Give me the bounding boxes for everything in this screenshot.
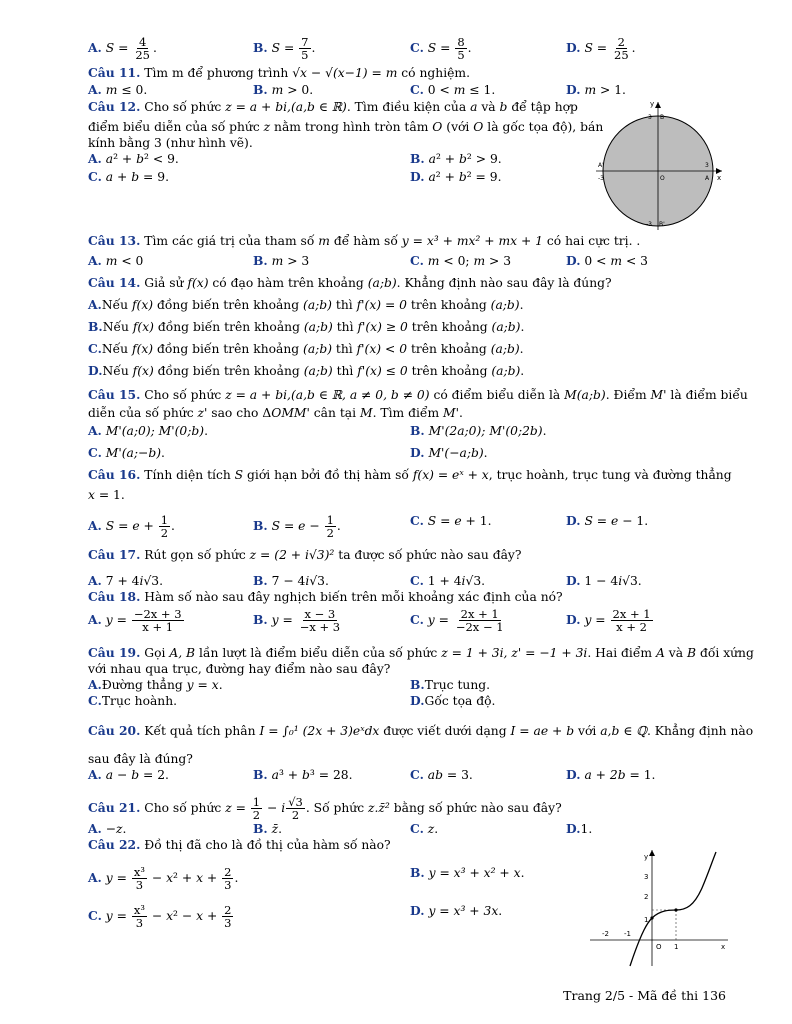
q13-option-b: B. m > 3: [253, 253, 310, 268]
question-11: Câu 11. Tìm m để phương trình √x − √(x−1) = m có nghiệm.: [88, 65, 470, 80]
q16-option-a: A. S = e + $\frac{1}{2}$ .: [88, 513, 175, 540]
question-16-line1: Câu 16. Tính diện tích S giới hạn bởi đồ thị hàm số f(x) = eˣ + x, trục hoành, trục tung và đường thẳng: [88, 467, 732, 482]
circle-label-3-top: 3: [648, 114, 652, 121]
cubic-label-O: O: [656, 943, 662, 951]
circle-label-x: x: [717, 174, 722, 182]
circle-figure: [596, 98, 726, 230]
circle-label-neg3-left: -3: [598, 175, 604, 182]
cubic-label-1: 1: [644, 916, 649, 924]
question-13: Câu 13. Tìm các giá trị của tham số m để hàm số y = x³ + mx² + mx + 1 có hai cực trị. .: [88, 233, 641, 248]
q21-option-d: D.1.: [566, 821, 593, 836]
q21-option-b: B. z̄.: [253, 821, 283, 836]
q11-option-b: B. m > 0.: [253, 82, 314, 97]
question-15-line2: diễn của số phức z' sao cho ΔOMM' cân tại M. Tìm điểm M'.: [88, 406, 463, 420]
q22-option-a: A. y = $\frac{\text{x³}}{3}$ − x² + x + $\frac{2}{3}$ .: [88, 865, 239, 892]
question-12-line3: kính bằng 3 (như hình vẽ).: [88, 136, 253, 150]
q19-option-b: B.Trục tung.: [410, 677, 491, 692]
question-14: Câu 14. Giả sử f(x) có đạo hàm trên khoảng (a;b). Khẳng định nào sau đây là đúng?: [88, 275, 612, 290]
q14-option-b: B.Nếu f(x) đồng biến trên khoảng (a;b) thì f'(x) ≥ 0 trên khoảng (a;b).: [88, 319, 525, 334]
cubic-label-x: x: [721, 943, 726, 951]
cubic-label-2: 2: [644, 893, 649, 901]
q15-option-c: C. M'(a;−b).: [88, 445, 165, 460]
q22-option-c: C. y = $\frac{\text{x³}}{3}$ − x² − x + $\frac{2}{3}$: [88, 903, 232, 930]
q21-option-a: A. −z.: [88, 821, 127, 836]
cubic-label-neg1: -1: [624, 930, 631, 938]
question-20-line1: Câu 20. Kết quả tích phân I = ∫₀¹ (2x + 3)eˣdx được viết dưới dạng I = ae + b với a,b ∈ ℚ. Khẳng định nào: [88, 723, 754, 738]
q17-option-b: B. 7 − 4i√3.: [253, 573, 329, 588]
cubic-graph-figure: [590, 848, 730, 968]
option-c: C. S = $\frac{8}{5}$ .: [410, 35, 472, 62]
q13-option-c: C. m < 0; m > 3: [410, 253, 512, 268]
circle-label-O: O: [660, 175, 665, 182]
circle-label-y: y: [650, 100, 655, 108]
q18-option-c: C. y = $\frac{2x + 1}{-2x - 1}$: [410, 607, 504, 634]
q13-option-a: A. m < 0: [88, 253, 144, 268]
q17-option-d: D. 1 − 4i√3.: [566, 573, 642, 588]
cubic-label-1-x: 1: [674, 943, 679, 951]
question-19-line1: Câu 19. Gọi A, B lần lượt là điểm biểu diễn của số phức z = 1 + 3i, z' = −1 + 3i. Hai điểm A và B đối xứng: [88, 645, 754, 660]
circle-label-3-right: 3: [705, 162, 709, 169]
q14-option-c: C.Nếu f(x) đồng biến trên khoảng (a;b) thì f'(x) < 0 trên khoảng (a;b).: [88, 341, 524, 356]
question-22: Câu 22. Đồ thị đã cho là đồ thị của hàm số nào?: [88, 837, 391, 852]
q20-option-a: A. a − b = 2.: [88, 767, 169, 782]
circle-label-neg3-bottom: -3: [646, 221, 652, 228]
question-12-line1: Câu 12. Cho số phức z = a + bi,(a,b ∈ ℝ). Tìm điều kiện của a và b để tập hợp: [88, 99, 578, 114]
q20-option-d: D. a + 2b = 1.: [566, 767, 656, 782]
question-18: Câu 18. Hàm số nào sau đây nghịch biến trên mỗi khoảng xác định của nó?: [88, 589, 563, 604]
question-21: Câu 21. Cho số phức z = $\frac{1}{2}$ − i $\frac{√3}{2}$ . Số phức z.z̄² bằng số phức nào sau đây?: [88, 795, 562, 822]
q14-option-d: D.Nếu f(x) đồng biến trên khoảng (a;b) thì f'(x) ≤ 0 trên khoảng (a;b).: [88, 363, 525, 378]
circle-label-B: B: [660, 114, 665, 121]
q15-option-d: D. M'(−a;b).: [410, 445, 488, 460]
q16-option-c: C. S = e + 1.: [410, 513, 492, 528]
question-16-line2: x = 1.: [88, 488, 125, 502]
question-20-line2: sau đây là đúng?: [88, 752, 193, 766]
question-12-line2: điểm biểu diễn của số phức z nằm trong hình tròn tâm O (với O là gốc tọa độ), bán: [88, 120, 604, 134]
q15-option-b: B. M'(2a;0); M'(0;2b).: [410, 423, 547, 438]
circle-label-B-prime: B': [659, 221, 665, 228]
option-a: A. S = $\frac{4}{25}$ .: [88, 35, 157, 62]
q20-option-c: C. ab = 3.: [410, 767, 473, 782]
q20-option-b: B. a³ + b³ = 28.: [253, 767, 353, 782]
option-d: D. S = $\frac{2}{25}$ .: [566, 35, 636, 62]
cubic-label-y: y: [644, 853, 649, 861]
q12-option-c: C. a + b = 9.: [88, 169, 169, 184]
circle-label-A-prime: A': [598, 162, 604, 169]
q14-option-a: A.Nếu f(x) đồng biến trên khoảng (a;b) thì f'(x) = 0 trên khoảng (a;b).: [88, 297, 524, 312]
q12-option-a: A. a² + b² < 9.: [88, 151, 179, 166]
cubic-label-neg2: -2: [602, 930, 609, 938]
q19-option-d: D.Gốc tọa độ.: [410, 693, 496, 708]
q11-option-d: D. m > 1.: [566, 82, 626, 97]
q22-option-b: B. y = x³ + x² + x.: [410, 865, 525, 880]
q19-option-c: C.Trục hoành.: [88, 693, 178, 708]
q21-option-c: C. z.: [410, 821, 439, 836]
q16-option-d: D. S = e − 1.: [566, 513, 649, 528]
circle-label-A: A: [705, 175, 710, 182]
question-15-line1: Câu 15. Cho số phức z = a + bi,(a,b ∈ ℝ, a ≠ 0, b ≠ 0) có điểm biểu diễn là M(a;b). Điểm M' là điểm biểu: [88, 387, 748, 402]
q18-option-d: D. y = $\frac{2x + 1}{x + 2}$: [566, 607, 651, 634]
q12-option-b: B. a² + b² > 9.: [410, 151, 502, 166]
q19-option-a: A.Đường thẳng y = x.: [88, 677, 223, 692]
question-19-line2: với nhau qua trục, đường hay điểm nào sau đây?: [88, 662, 391, 676]
q22-option-d: D. y = x³ + 3x.: [410, 903, 503, 918]
q18-option-a: A. y = $\frac{-2x + 3}{x + 1}$: [88, 607, 182, 634]
option-b: B. S = $\frac{7}{5}$ .: [253, 35, 316, 62]
q17-option-c: C. 1 + 4i√3.: [410, 573, 486, 588]
q12-option-d: D. a² + b² = 9.: [410, 169, 502, 184]
cubic-label-3: 3: [644, 873, 649, 881]
q17-option-a: A. 7 + 4i√3.: [88, 573, 164, 588]
q13-option-d: D. 0 < m < 3: [566, 253, 648, 268]
question-17: Câu 17. Rút gọn số phức z = (2 + i√3)² ta được số phức nào sau đây?: [88, 547, 522, 562]
page-footer: Trang 2/5 - Mã đề thi 136: [563, 988, 726, 1003]
q11-option-c: C. 0 < m ≤ 1.: [410, 82, 496, 97]
q11-option-a: A. m ≤ 0.: [88, 82, 148, 97]
q15-option-a: A. M'(a;0); M'(0;b).: [88, 423, 208, 438]
q16-option-b: B. S = e − $\frac{1}{2}$ .: [253, 513, 341, 540]
q18-option-b: B. y = $\frac{x - 3}{-x + 3}$: [253, 607, 341, 634]
